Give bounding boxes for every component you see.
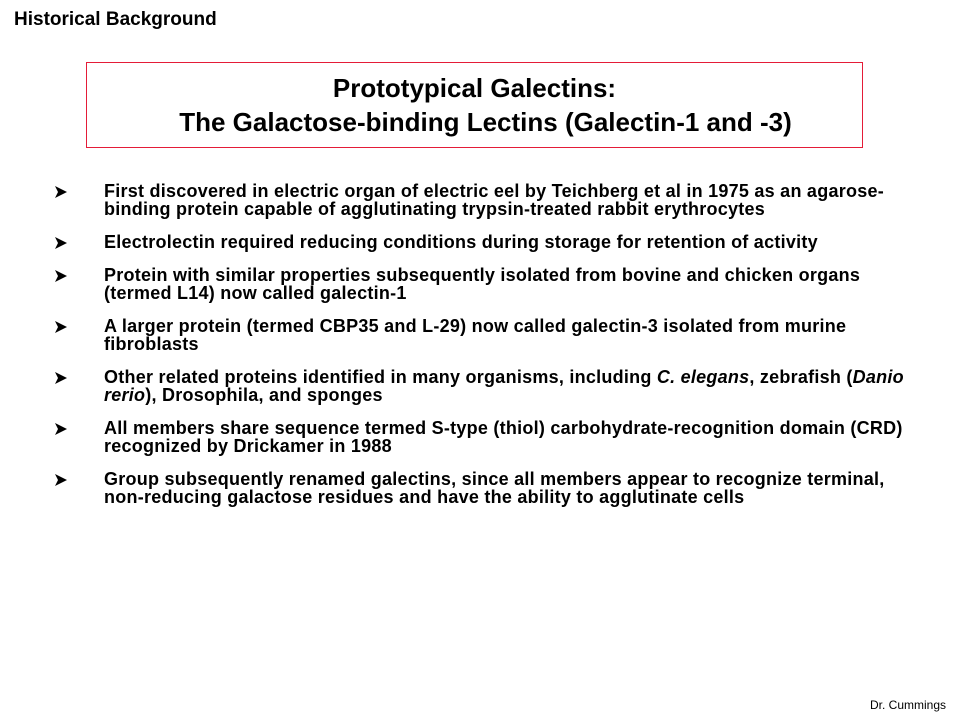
bullet-item — [54, 368, 924, 404]
bullet-text: All members share sequence termed S-type (thiol) carbohydrate-recognition domain (CRD) recognized by Drickamer in 1988 — [104, 418, 903, 456]
title-line-2: The Galactose-binding Lectins (Galectin-1 and -3) — [179, 107, 792, 137]
bullet-text-part: , zebrafish ( — [749, 367, 853, 387]
title-box — [86, 62, 863, 148]
bullet-item — [54, 317, 924, 353]
arrowhead-bullet-icon — [54, 269, 68, 283]
bullet-text-part: ), Drosophila, and sponges — [145, 385, 383, 405]
species-name-italic: Danio rerio — [104, 367, 904, 405]
arrowhead-bullet-icon — [54, 473, 68, 487]
bullet-item — [54, 419, 924, 455]
bullet-item — [54, 182, 924, 218]
footer-author: Dr. Cummings — [869, 698, 946, 712]
bullet-text: Group subsequently renamed galectins, since all members appear to recognize terminal, non-reducing galactose residues and have the ability to agglutinate cells — [104, 469, 885, 507]
bullet-item — [54, 470, 924, 506]
arrowhead-bullet-icon — [54, 422, 68, 436]
bullet-text — [104, 367, 904, 405]
section-label: Historical Background — [14, 9, 217, 30]
arrowhead-bullet-icon — [54, 185, 68, 199]
bullet-text: Electrolectin required reducing conditions during storage for retention of activity — [104, 232, 818, 252]
bullet-text: Protein with similar properties subsequently isolated from bovine and chicken organs (termed L14) now called galectin-1 — [104, 265, 861, 303]
bullet-item — [54, 233, 924, 251]
arrowhead-bullet-icon — [54, 371, 68, 385]
bullet-text: A larger protein (termed CBP35 and L-29) now called galectin-3 isolated from murine fibroblasts — [104, 316, 847, 354]
bullet-item — [54, 266, 924, 302]
bullet-text: First discovered in electric organ of electric eel by Teichberg et al in 1975 as an agarose-binding protein capable of agglutinating trypsin-treated rabbit erythrocytes — [104, 181, 884, 219]
title-line-1: Prototypical Galectins: — [332, 73, 617, 103]
bullet-text-part: Other related proteins identified in many organisms, including — [104, 367, 657, 387]
arrowhead-bullet-icon — [54, 320, 68, 334]
bullet-list — [54, 182, 924, 521]
species-name-italic: C. elegans — [656, 367, 750, 387]
arrowhead-bullet-icon — [54, 236, 68, 250]
